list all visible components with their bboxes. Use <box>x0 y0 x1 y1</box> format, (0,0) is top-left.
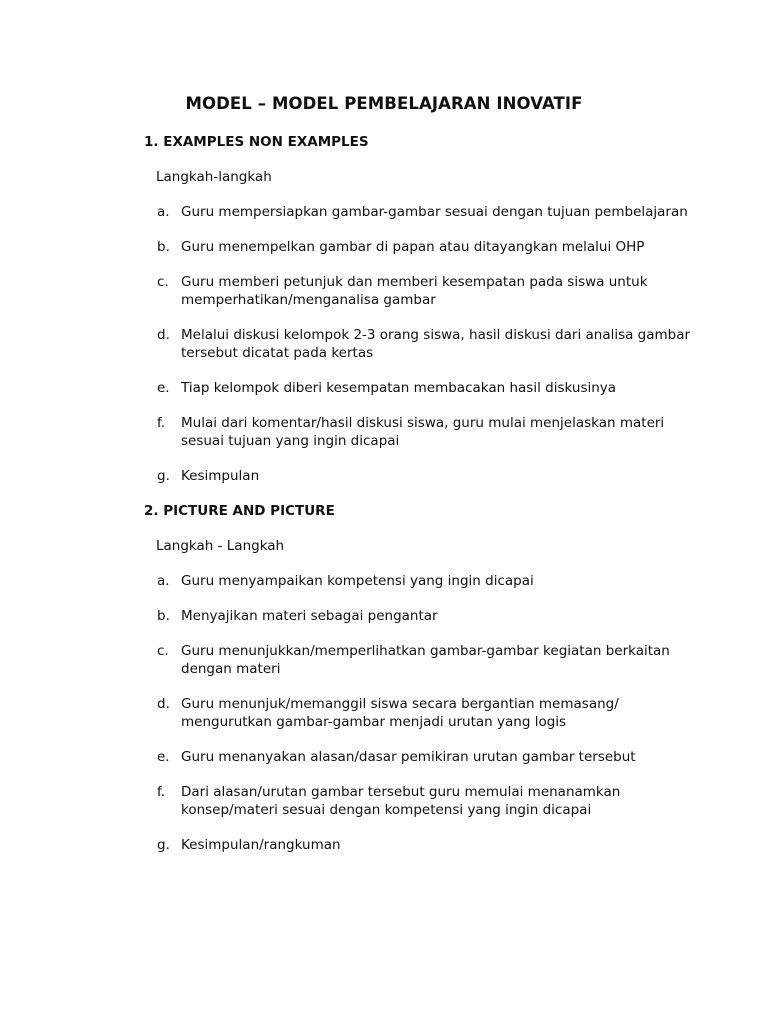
section-heading-picture-and-picture: 2. PICTURE AND PICTURE <box>144 503 335 519</box>
list-item <box>157 273 657 309</box>
list-item-letter: a. <box>157 204 170 220</box>
list-item-text: Kesimpulan/rangkuman <box>181 837 341 853</box>
section-heading-examples-non-examples: 1. EXAMPLES NON EXAMPLES <box>144 134 369 150</box>
list-item-text-continued: sesuai tujuan yang ingin dicapai <box>181 433 400 449</box>
list-item-letter: d. <box>157 327 170 343</box>
list-item-text: Tiap kelompok diberi kesempatan membacakan hasil diskusinya <box>181 380 617 396</box>
list-item-letter: f. <box>157 415 166 431</box>
list-item <box>157 572 657 590</box>
list-item-letter: d. <box>157 696 170 712</box>
list-item <box>157 467 657 485</box>
list-item-letter: f. <box>157 784 166 800</box>
section-subheading: Langkah-langkah <box>156 169 272 185</box>
list-item-text-continued: mengurutkan gambar-gambar menjadi urutan yang logis <box>181 714 567 730</box>
list-item-text: Guru menunjukkan/memperlihatkan gambar-gambar kegiatan berkaitan <box>181 643 670 659</box>
list-item-text: Guru memberi petunjuk dan memberi kesempatan pada siswa untuk <box>181 274 648 290</box>
list-item <box>157 326 691 362</box>
list-item-letter: b. <box>157 239 170 255</box>
list-item-letter: e. <box>157 380 170 396</box>
list-item-letter: g. <box>157 837 170 853</box>
list-item-letter: c. <box>157 274 169 290</box>
list-item <box>157 748 657 766</box>
list-item-letter: a. <box>157 573 170 589</box>
list-item <box>157 607 657 625</box>
list-item-text: Guru mempersiapkan gambar-gambar sesuai dengan tujuan pembelajaran <box>181 204 688 220</box>
list-item <box>157 783 657 819</box>
list-item <box>157 238 657 256</box>
list-item-text: Guru menunjuk/memanggil siswa secara bergantian memasang/ <box>181 696 619 712</box>
list-item <box>157 642 670 678</box>
document-title: MODEL – MODEL PEMBELAJARAN INOVATIF <box>185 94 583 113</box>
list-item <box>157 836 657 854</box>
section-subheading: Langkah - Langkah <box>156 538 285 554</box>
list-item-text-continued: tersebut dicatat pada kertas <box>181 345 374 361</box>
list-item-text-continued: konsep/materi sesuai dengan kompetensi yang ingin dicapai <box>181 802 592 818</box>
list-item-text: Menyajikan materi sebagai pengantar <box>181 608 438 624</box>
list-item-text-continued: memperhatikan/menganalisa gambar <box>181 292 436 308</box>
list-item <box>157 203 688 221</box>
list-item-text: Dari alasan/urutan gambar tersebut guru memulai menanamkan <box>181 784 621 800</box>
list-item-letter: e. <box>157 749 170 765</box>
list-item <box>157 695 657 731</box>
list-item-text: Guru menanyakan alasan/dasar pemikiran urutan gambar tersebut <box>181 749 636 765</box>
list-item-text: Mulai dari komentar/hasil diskusi siswa, guru mulai menjelaskan materi <box>181 415 665 431</box>
list-item <box>157 379 657 397</box>
list-item-text: Guru menyampaikan kompetensi yang ingin dicapai <box>181 573 534 589</box>
list-item-letter: g. <box>157 468 170 484</box>
list-item-text-continued: dengan materi <box>181 661 281 677</box>
list-item <box>157 414 665 450</box>
list-item-letter: c. <box>157 643 169 659</box>
list-item-text: Melalui diskusi kelompok 2-3 orang siswa, hasil diskusi dari analisa gambar <box>181 327 691 343</box>
list-item-text: Kesimpulan <box>181 468 260 484</box>
list-item-letter: b. <box>157 608 170 624</box>
list-item-text: Guru menempelkan gambar di papan atau ditayangkan melalui OHP <box>181 239 645 255</box>
